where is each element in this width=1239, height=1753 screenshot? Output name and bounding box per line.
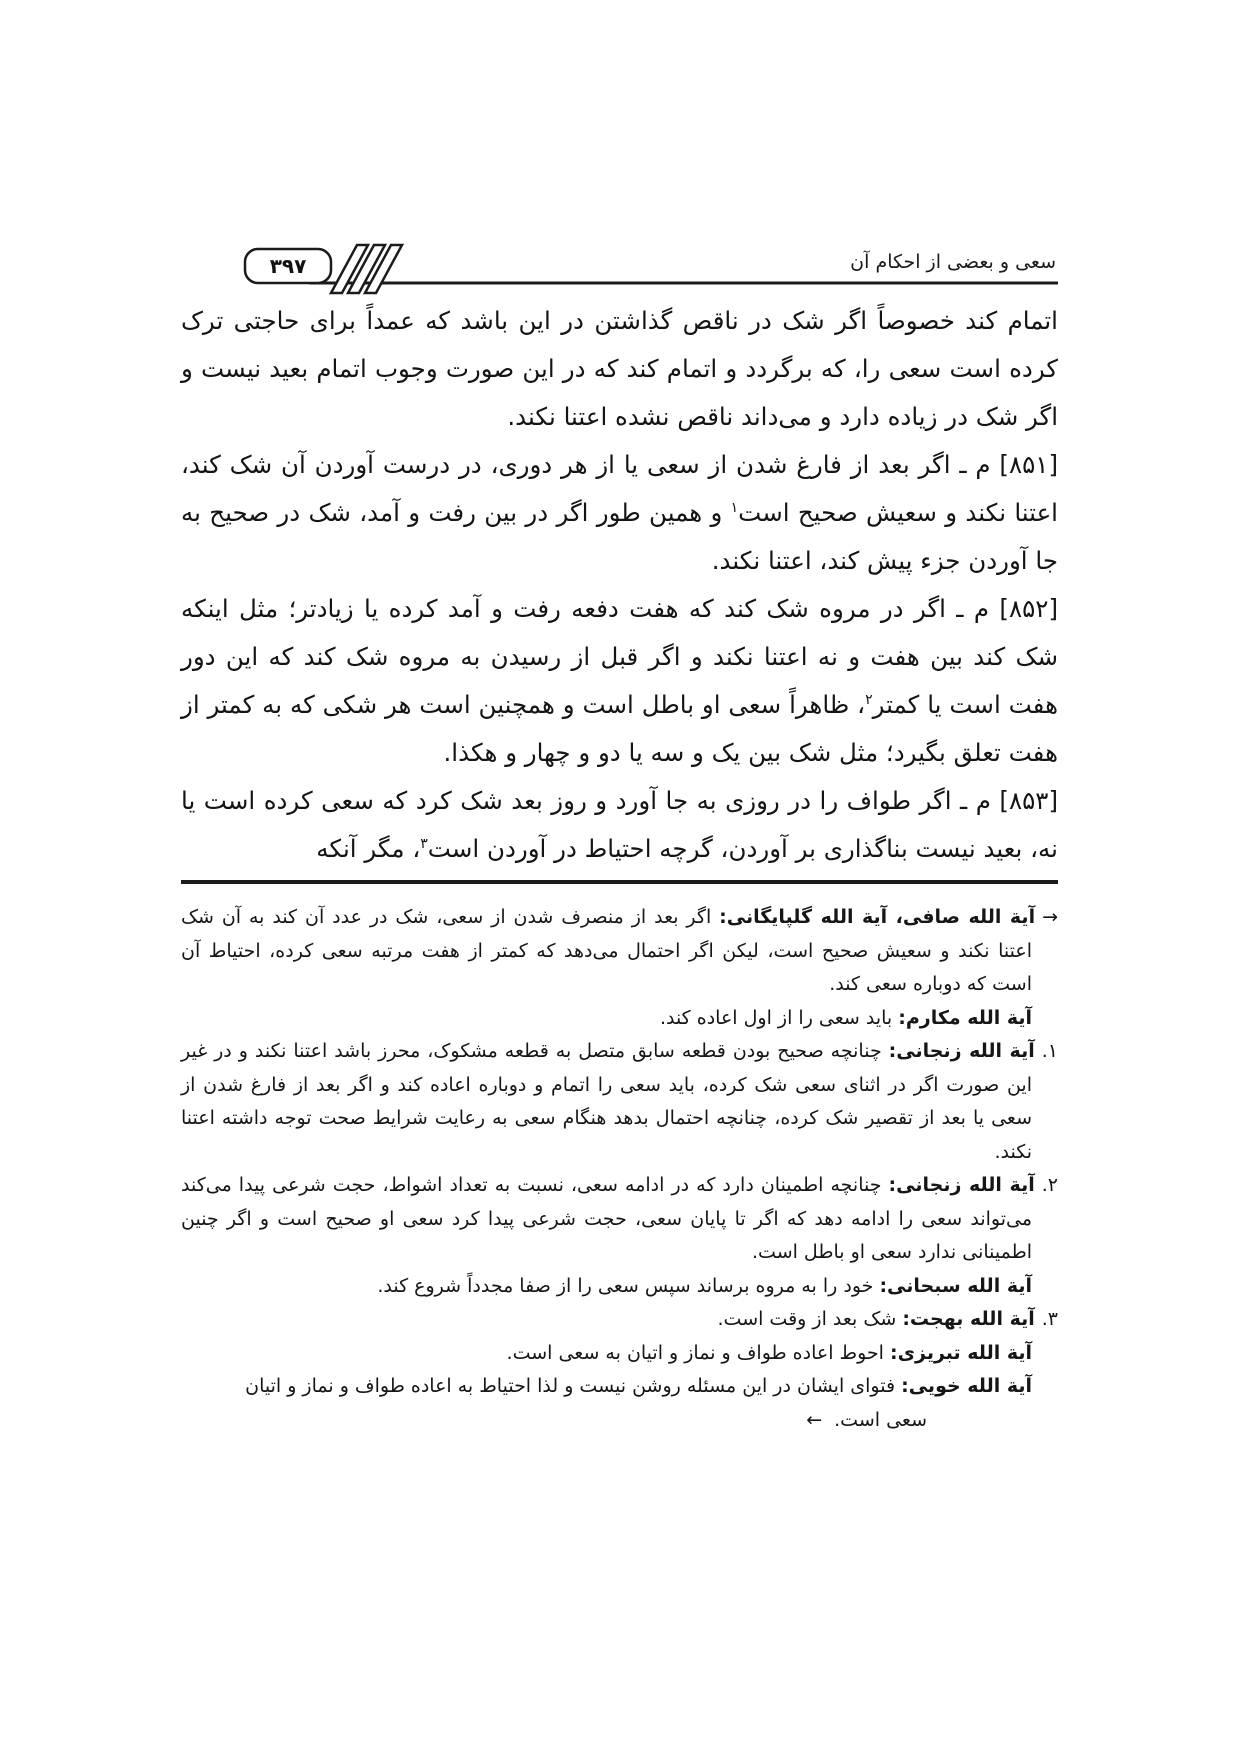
footnote-entry: →آیة الله صافی، آیة الله گلپایگانی: اگر بعد از منصرف شدن از سعی، شک در عدد آن کند به آن شک اعتنا نکند و سعیش صحیح است، لیکن اگر احتمال می‌دهد که کمتر از هفت مرتبه سعی کرده، احتیاط آن است که دوباره سعی کند. (181, 906, 1058, 995)
footnote-entry: آیة الله مکارم: باید سعی را از اول اعاده کند. (659, 1006, 1032, 1029)
footnote-entry: آیة الله سبحانی: خود را به مروه برساند سپس سعی را از صفا مجدداً شروع کند. (377, 1274, 1032, 1297)
footnote-separator (181, 880, 1058, 884)
footnote-author-name: آیة الله مکارم: (898, 1006, 1032, 1029)
body-paragraph: [۸۵۳] م ـ اگر طواف را در روزی به جا آورد و روز بعد شک کرد که سعی کرده است یا نه، بعید نیست بناگذاری بر آوردن، گرچه احتیاط در آوردن است$^۳$، مگر آنکه (181, 786, 1058, 863)
footnote-tail-line: سعی است.← (806, 1408, 927, 1431)
body-paragraph: [۸۵۲] م ـ اگر در مروه شک کند که هفت دفعه رفت و آمد کرده یا زیادتر؛ مثل اینکه شک کند بین هفت و نه اعتنا نکند و اگر قبل از رسیدن به مروه شک کند که این دور هفت است یا کمتر$^۲$، ظاهراً سعی او باطل است و همچنین است هر شکی که به کمتر از هفت تعلق بگیرد؛ مثل شک بین یک و سه یا دو و چهار و هکذا. (181, 594, 1058, 767)
footnote-number: ۱. (1041, 1040, 1058, 1062)
main-text (181, 297, 1058, 873)
footnote-entry: آیة الله خویی: فتوای ایشان در این مسئله روشن نیست و لذا احتیاط به اعاده طواف و نماز و اتیان (245, 1375, 1032, 1397)
footnote-author-name: آیة الله زنجانی: (888, 1040, 1035, 1062)
page-number: ۳۹۷ (269, 254, 307, 278)
footnote-entry: ۲.آیة الله زنجانی: چنانچه اطمینان دارد که در ادامه سعی، نسبت به تعداد اشواط، حجت شرعی پیدا می‌کند می‌تواند سعی را ادامه دهد که اگر تا پایان سعی، حجت شرعی پیدا کرد سعی او صحیح است و اگر چنین اطمینانی ندارد سعی او باطل است. (181, 1174, 1058, 1263)
continues-next-page-arrow-icon: ← (806, 1408, 823, 1431)
footnotes-block (181, 901, 1058, 1437)
footnote-author-name: آیة الله خویی: (901, 1375, 1032, 1397)
page-header (181, 242, 1058, 296)
footnote-number: ۲. (1041, 1174, 1058, 1196)
footnote-ref: ۲ (865, 691, 873, 708)
footnote-number: ۳. (1041, 1308, 1058, 1330)
footnote-entry: ۱.آیة الله زنجانی: چنانچه صحیح بودن قطعه سابق متصل به قطعه مشکوک، محرز باشد اعتنا نکند و در غیر این صورت اگر در اثنای سعی شک کرده، باید سعی را اتمام و دوباره اعاده کند و اگر بعد از فارغ شدن از سعی یا بعد از تقصیر شک کرده، چنانچه احتمال بدهد هنگام سعی به رعایت شرایط صحت توجه داشته اعتنا نکند. (181, 1040, 1058, 1163)
continued-from-previous-page-arrow-icon: → (1042, 906, 1058, 928)
footnote-author-name: آیة الله سبحانی: (879, 1274, 1032, 1297)
footnote-author-name: آیة الله بهجت: (902, 1308, 1035, 1330)
footnote-ref: ۳ (420, 835, 428, 852)
footnote-ref: ۱ (730, 499, 739, 516)
footnote-entry: ۳.آیة الله بهجت: شک بعد از وقت است. (717, 1308, 1058, 1330)
footnote-author-name: آیة الله تبریزی: (890, 1341, 1032, 1364)
footnote-entry: آیة الله تبریزی: احوط اعاده طواف و نماز و اتیان به سعی است. (506, 1341, 1032, 1364)
chapter-running-title: سعی و بعضی از احکام آن (850, 251, 1056, 273)
footnote-author-name: آیة الله صافی، آیة الله گلپایگانی: (719, 906, 1036, 928)
body-paragraph: [۸۵۱] م ـ اگر بعد از فارغ شدن از سعی یا از هر دوری، در درست آوردن آن شک کند، اعتنا نکند و سعیش صحیح است$^۱$ و همین طور اگر در بین رفت و آمد، شک در صحیح به جا آوردن جزء پیش کند، اعتنا نکند. (181, 450, 1058, 575)
footnote-author-name: آیة الله زنجانی: (888, 1174, 1035, 1196)
body-paragraph: اتمام کند خصوصاً اگر شک در ناقص گذاشتن در این باشد که عمداً برای حاجتی ترک کرده است سعی را، که برگردد و اتمام کند که در این صورت وجوب اتمام بعید نیست و اگر شک در زیاده دارد و می‌داند ناقص نشده اعتنا نکند. (181, 306, 1058, 431)
